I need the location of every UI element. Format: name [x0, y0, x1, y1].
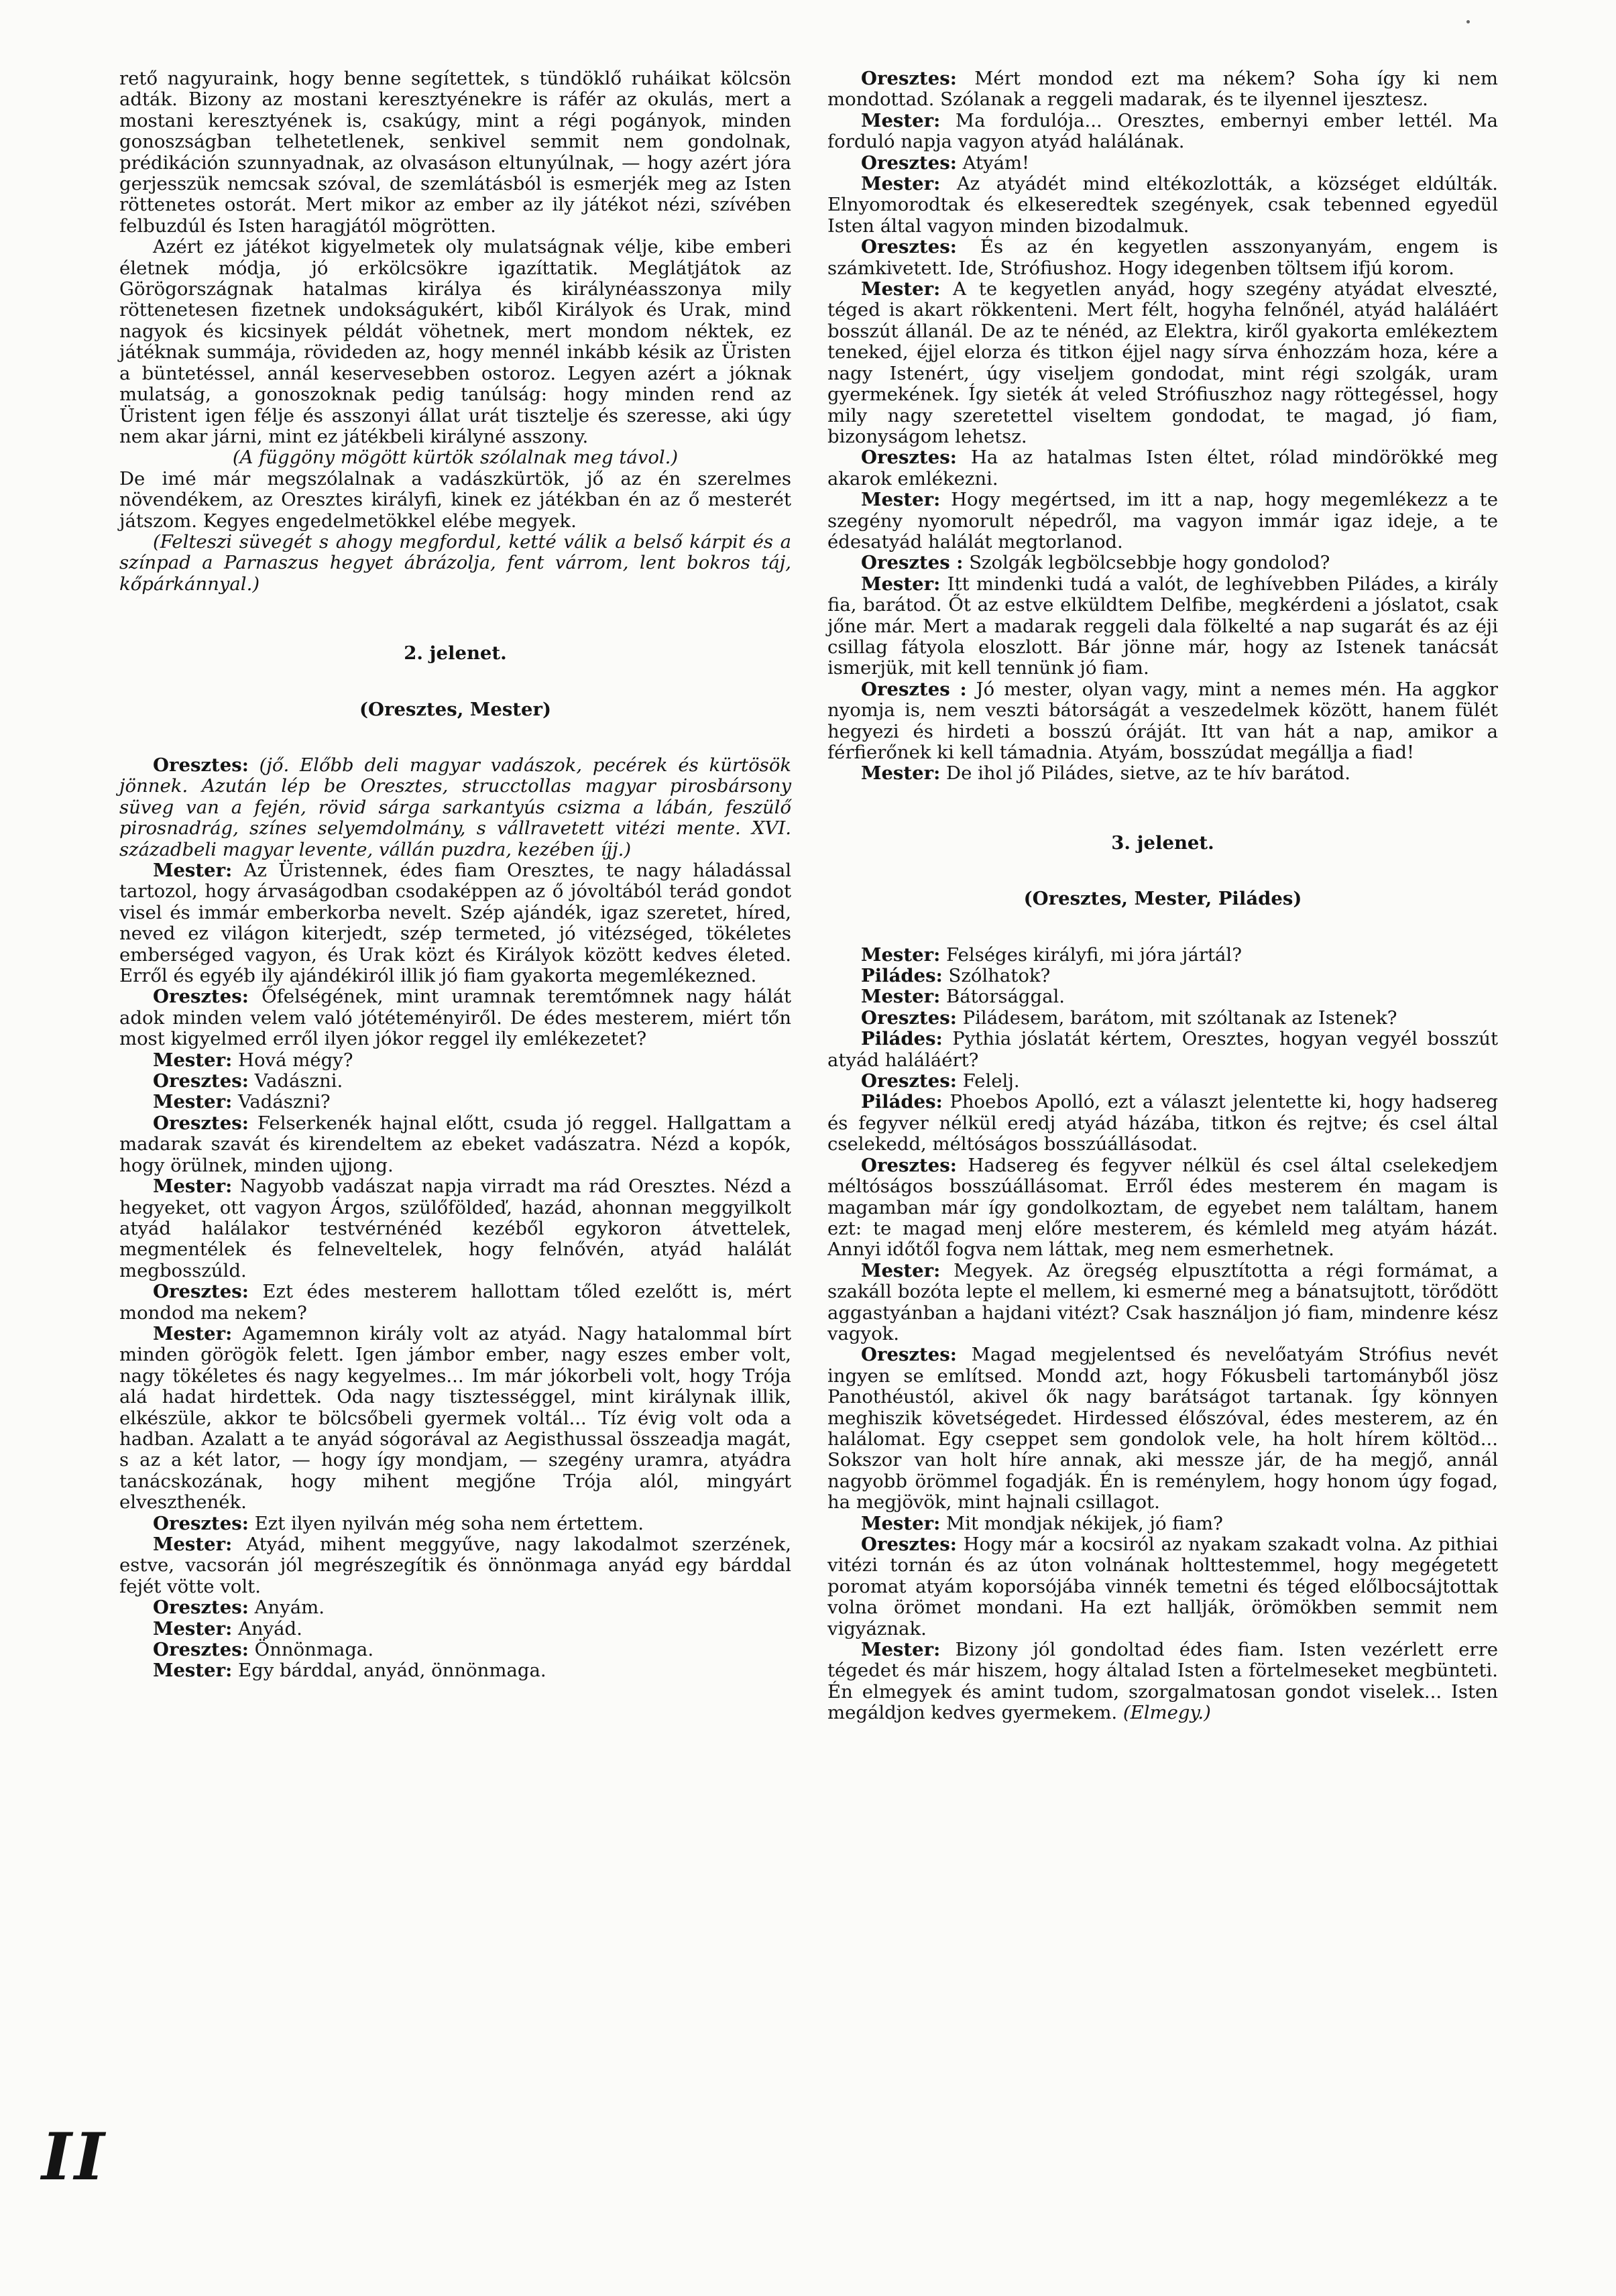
prose-paragraph: rető nagyuraink, hogy benne segítettek, s tündöklő ruháikat kölcsön adták. Bizony az mostani keresztyénekre is ráfér az okulás, mert a mostani keresztyének is, csakúgy, mint a régi pogányok, minden gonoszságban telhetetlenek, senkivel semmit nem gondolnak, prédikáción szunnyadnak, az olvasáson eltunyúlnak, — hogy azért jóra gerjesszük nemcsak szóval, de szemlátásból is esmerjék meg az Isten röttenetes ostorát. Mert mikor az ember az ily játékot nézi, szívében felbuzdúl és Isten haragjától mögrötten.: [119, 68, 791, 237]
speech-text: Vadászni.: [254, 1070, 343, 1092]
prose-paragraph: De imé már megszólalnak a vadászkürtök, jő az én szerelmes növendékem, az Oresztes királyfi, kinek ez játékban én az ő mesterét játszom. Kegyes engedelmetökkel elébe megyek.: [119, 467, 791, 532]
speaker-name: Oresztes:: [153, 1512, 249, 1534]
dialogue-line: [827, 1092, 1498, 1155]
speech-text: Az atyádét mind eltékozlották, a községet eldúlták. Elnyomorodtak és elkeseredtek szegények, csak tebenned egyedül Isten által vagyon minden bizodalmuk.: [827, 173, 1498, 237]
dialogue-line: [119, 1534, 791, 1597]
dialogue-line: [827, 68, 1498, 111]
speech-text: Nagyobb vadászat napja virradt ma rád Oresztes. Nézd a hegyeket, ott vagyon Árgos, szülőföldeď, hazád, ahonnan meggyilkolt atyád halálakor testvérnénéd kezéből egykoron átvettelek, megmentélek és felneveltelek, hogy felnővén, atyád halálát megbosszúld.: [119, 1175, 791, 1281]
prose-paragraph: Azért ez játékot kigyelmetek oly mulatságnak vélje, kibe emberi életnek módja, jó erkölcsökre igazíttatik. Meglátjátok az Görögországnak hatalmas királya és királynéasszonya mily röttenetesen fizetnek undokságukért, kiből Királyok és Urak, mind nagyok és kicsinyek példát vöhetnek, mert mondom néktek, ez játéknak summája, rövideden az, hogy mennél inkább késik az Üristen a büntetéssel, annál keservesebben ostoroz. Legyen azért a jóknak mulatság, a gonoszoknak pedig tanúlság: hogy minden rend az Üristent igen félje és asszonyi állat urát tisztelje és szeresse, aki úgy nem akar járni, mint ez játékbeli királyné asszony.: [119, 236, 791, 447]
speech-text: Önnönmaga.: [254, 1639, 374, 1661]
page-number: II: [42, 2119, 107, 2195]
speech-text: Felelj.: [962, 1070, 1020, 1092]
dialogue-line: [119, 1324, 791, 1513]
speech-text: Ha az hatalmas Isten éltet, rólad mindörökké meg akarok emlékezni.: [827, 447, 1498, 490]
speaker-name: Oresztes:: [153, 1112, 249, 1134]
dialogue-line: [119, 986, 791, 1049]
stage-direction: (Felteszi süvegét s ahogy megfordul, ketté válik a belső kárpit és a színpad a Parnaszus hegyet ábrázolja, fent várrom, lent bokros táj, kőpárkánnyal.): [119, 530, 791, 595]
speech-text: És az én kegyetlen asszonyanyám, engem is számkivetett. Ide, Strófiushoz. Hogy idegenben töltsem ifjú korom.: [827, 236, 1498, 279]
speech-text: Hogy megértsed, im itt a nap, hogy megemlékezz a te szegény nyomorult népedről, ma vagyon immár igaz ideje, a te édesatyád halálát megtorlanod.: [827, 489, 1499, 553]
speech-text: Magad megjelentsed és nevelőatyám Strófius nevét ingyen se említsed. Mondd azt, hogy Fókusbeli tartományből jösz Panothéustól, akivel ők nagy barátságot tartanak. Így könnyen meghiszik követségedet. Hirdessed élőszóval, édes mesterem, az én halálomat. Egy cseppet sem gondolok vele, ha holt hírem költöd... Sokszor van holt híre annak, aki messze jár, de ha megjő, annál nagyobb örömmel fogadják. Én is reménylem, hogy honom úgy fogad, ha megjövök, mint hajnali csillagot.: [827, 1344, 1498, 1513]
dialogue-line: [119, 1640, 791, 1660]
dialogue-line: [119, 1176, 791, 1281]
speaker-name: Oresztes:: [153, 1281, 249, 1303]
speech-text: De ihol jő Piládes, sietve, az te hív barátod.: [946, 762, 1350, 785]
dialogue-line: [827, 490, 1498, 553]
speech-text: Megyek. Az öregség elpusztította a régi formámat, a szakáll bozóta lepte el mellem, ki esmerné meg a bánatsujtott, törődött aggastyánban a hajdani vitézt? Csak használjon jó fiam, mindenre kész vagyok.: [827, 1259, 1498, 1344]
speech-text: Bizony jól gondoltad édes fiam. Isten vezérlett erre tégedet és már hiszem, hogy általad Isten a förtelmeseket megbünteti. Én elmegyek és amint tudom, szorgalmatosan gondot viselek... Isten megáldjon kedves gyermekem.: [827, 1639, 1498, 1724]
speech-text: Felserkenék hajnal előtt, csuda jó reggel. Hallgattam a madarak szavát és kirendeltem az ebeket vadászatra. Nézd a kopók, hogy örülnek, minden ujjong.: [119, 1112, 791, 1176]
speaker-name: Mester:: [153, 1322, 233, 1344]
speech-text: Hadsereg és fegyver nélkül és csel által cselekedjem méltóságos bosszúállásomat. Erről édes mesterem én magam is magamban már így gondolkoztam, de egyebet nem találtam, hanem ezt: te magad menj előre mesterem, és kémleld meg atyám házát. Annyi időtől fogva nem láttak, meg nem esmerhetnek.: [827, 1154, 1498, 1261]
speech-text: Szólhatok?: [948, 965, 1051, 987]
speaker-name: Oresztes:: [861, 1070, 957, 1092]
dialogue-line: [827, 1640, 1498, 1724]
scene-cast: (Oresztes, Mester, Piládes): [1023, 888, 1302, 910]
speaker-name: Oresztes:: [153, 986, 249, 1008]
speech-text: Mit mondjak nékijek, jó fiam?: [946, 1512, 1223, 1534]
speech-text: Felséges királyfi, mi jóra jártál?: [946, 943, 1242, 966]
speech-text: Az Üristennek, édes fiam Oresztes, te nagy háladással tartozol, hogy árvaságodban csodaképpen az ő jóvoltából terád gondot visel és immár emberkorba nevelt. Szép ajándék, igaz szeretet, híred, neved ez világon kiterjedt, szép termeted, jó vitézséged, tökéletes emberséged vagyon, és Urak közt és Királyok között kedves életed. Erről és egyéb ily ajándékiról illik jó fiam gyakorta megemlékezned.: [119, 860, 791, 987]
speaker-name: Oresztes:: [861, 68, 957, 89]
speaker-name: Oresztes:: [861, 1154, 957, 1176]
stage-direction: (A függöny mögött kürtök szólalnak meg távol.): [232, 447, 679, 469]
speaker-name: Piládes:: [861, 1028, 943, 1050]
speaker-name: Mester:: [861, 573, 941, 595]
speaker-name: Mester:: [861, 943, 941, 966]
speech-text: Ezt édes mesterem hallottam tőled ezelőtt is, mért mondod ma nekem?: [119, 1281, 791, 1324]
speaker-name: Piládes:: [861, 1091, 943, 1113]
dialogue-line: [119, 1513, 791, 1534]
speech-text: Mért mondod ezt ma nékem? Soha így ki nem mondottad. Szólanak a reggeli madarak, és te ilyennel ijesztesz.: [827, 68, 1498, 111]
speaker-name: Mester:: [861, 762, 941, 785]
scene-cast: (Oresztes, Mester): [359, 698, 551, 720]
speech-text: Pythia jóslatát kértem, Oresztes, hogyan vegyél bosszút atyád haláláért?: [827, 1028, 1498, 1071]
dialogue-line: [827, 447, 1498, 490]
speaker-name: Mester:: [861, 173, 941, 195]
speaker-name: Oresztes:: [861, 1007, 957, 1029]
speech-text: Ma fordulója... Oresztes, embernyi ember lettél. Ma forduló napja vagyon atyád halálának.: [827, 109, 1498, 153]
speech-text: Phoebos Apolló, ezt a választ jelentette ki, hogy hadsereg és fegyver nélkül eredj atyád házába, titkon és rejtve; és csel által cselekedd, méltóságos bosszúállásodat.: [827, 1091, 1498, 1155]
speaker-name: Mester:: [861, 1639, 941, 1661]
dialogue-line: [827, 1071, 1498, 1092]
dialogue-line: [119, 1281, 791, 1324]
dialogue-line: [827, 966, 1498, 986]
dialogue-line: [827, 1344, 1498, 1513]
dialogue-line: [827, 1534, 1498, 1640]
speaker-name: Oresztes :: [861, 678, 967, 700]
dialogue-line: [119, 1071, 791, 1092]
speaker-name: Mester:: [861, 1259, 941, 1281]
right-column: [827, 68, 1498, 1724]
speaker-name: Oresztes:: [861, 152, 957, 174]
speech-text: Hová mégy?: [238, 1049, 353, 1071]
speaker-name: Mester:: [861, 489, 941, 511]
speech-text: Vadászni?: [238, 1091, 331, 1113]
speaker-name: Mester:: [153, 1660, 233, 1682]
stage-direction: (Elmegy.): [1122, 1702, 1211, 1724]
speaker-name: Mester:: [153, 1049, 233, 1071]
ink-speck: [1466, 20, 1470, 23]
scene-heading: 3. jelenet.: [1111, 831, 1214, 854]
speaker-name: Oresztes:: [861, 1344, 957, 1366]
speech-text: Atyád, mihent meggyűve, nagy lakodalmot szerzének, estve, vacsorán jól megrészegítik és önnönmaga anyád egy bárddal fejét vötte volt.: [119, 1534, 792, 1597]
speech-text: Szolgák legbölcsebbje hogy gondolod?: [969, 552, 1330, 574]
speech-text: Jó mester, olyan vagy, mint a nemes mén. Ha aggkor nyomja is, nem veszti bátorságát a veszedelmek között, hanem fülét hegyezi és hirdeti a bosszú óráját. Itt van hát a nap, amikor a férfierőnek ki kell támadnia. Atyám, bosszúdat megállja a fiad!: [827, 678, 1498, 763]
speaker-name: Oresztes:: [861, 1534, 957, 1555]
speaker-name: Piládes:: [861, 965, 943, 987]
dialogue-line: [119, 1660, 791, 1681]
dialogue-line: [827, 679, 1498, 764]
speaker-name: Mester:: [861, 1512, 941, 1534]
left-column: [119, 68, 791, 1682]
speaker-name: Oresztes :: [861, 552, 964, 574]
speaker-name: Mester:: [153, 1617, 233, 1640]
dialogue-line: [827, 1008, 1498, 1029]
dialogue-line: [827, 945, 1498, 966]
dialogue-line: [827, 574, 1498, 679]
dialogue-line: [119, 1619, 791, 1640]
speech-text: Ezt ilyen nyilván még soha nem értettem.: [254, 1512, 644, 1534]
speaker-name: Mester:: [153, 860, 233, 881]
speech-text: Anyád.: [238, 1617, 302, 1640]
dialogue-line: [827, 237, 1498, 279]
dialogue-line: [119, 860, 791, 986]
dialogue-line: [827, 1029, 1498, 1071]
dialogue-line: [119, 755, 791, 860]
speaker-name: Oresztes:: [153, 1639, 249, 1661]
speech-text: Egy bárddal, anyád, önnönmaga.: [238, 1660, 546, 1682]
dialogue-line: [827, 1513, 1498, 1534]
speech-text: Bátorsággal.: [946, 986, 1065, 1008]
scene-heading: 2. jelenet.: [404, 642, 507, 665]
stage-direction: (jő. Előbb deli magyar vadászok, pecérek és kürtösök jönnek. Azután lép be Oresztes, strucctollas magyar pirosbársony süveg van a fején, rövid sárga sarkantyús csizma a lábán, feszülő pirosnadrág, színes selyemdolmány, s vállravetett vitézi mente. XVI. századbeli magyar levente, vállán puzdra, kezében íjj.): [119, 754, 791, 860]
speech-text: Piládesem, barátom, mit szóltanak az Istenek?: [962, 1007, 1397, 1029]
speaker-name: Mester:: [861, 278, 941, 300]
dialogue-line: [119, 1050, 791, 1071]
speaker-name: Mester:: [153, 1175, 233, 1198]
dialogue-line: [827, 174, 1498, 237]
dialogue-line: [827, 279, 1498, 447]
dialogue-line: [119, 1092, 791, 1112]
speaker-name: Oresztes:: [153, 754, 249, 776]
dialogue-line: [827, 986, 1498, 1007]
speech-text: Őfelségének, mint uramnak teremtőmnek nagy hálát adok minden velem való jótéteményiről. De édes mesterem, miért tőn most kigyelmed erről ilyen jókor reggel ily emlékezetet?: [119, 986, 791, 1050]
speech-text: Anyám.: [254, 1597, 325, 1619]
dialogue-line: [827, 553, 1498, 573]
speaker-name: Oresztes:: [153, 1597, 249, 1619]
speaker-name: Oresztes:: [861, 447, 957, 469]
speaker-name: Mester:: [153, 1534, 233, 1555]
speech-text: Itt mindenki tudá a valót, de leghívebben Piládes, a király fia, barátod. Őt az estve elküldtem Delfibe, megkérdeni a jóslatot, csak jőne már. Mert a madarak reggeli dala fölkelté a nap sugarát és az éji csillag fátyola eloszlott. Bár jönne már, hogy az Istenek tanácsát ismerjük, mit kell tennünk jó fiam.: [827, 573, 1498, 679]
dialogue-line: [827, 763, 1498, 784]
speaker-name: Mester:: [861, 986, 941, 1008]
speech-text: Hogy már a kocsiról az nyakam szakadt volna. Az pithiai vitézi tornán és az úton volnának holttestemmel, hogy megégetett poromat atyám koporsójába vinnék temetni és téged előlbocsájtottak volna örömet mondani. Ha ezt hallják, örömökben semmit nem vigyáznak.: [827, 1534, 1498, 1640]
dialogue-line: [827, 153, 1498, 174]
dialogue-line: [827, 111, 1498, 153]
dialogue-line: [827, 1155, 1498, 1261]
speaker-name: Oresztes:: [861, 236, 957, 258]
speech-text: A te kegyetlen anyád, hogy szegény atyádat elveszté, téged is akart rökkenteni. Mert félt, hogyha felnőnél, atyád haláláért bosszút állanál. De az te nénéd, az Elektra, kiről gyakorta emlékeztem teneked, éjjel elorza és titkon éjjel nagy sírva énhozzám hoza, kére a nagy Istenért, úgy viseljem gondodat, mint régi szolgák, uram gyermekének. Így sieték át veled Strófiuszhoz nagy röttegéssel, hogy mily nagy szeretettel viseltem gondodat, te magad, jó fiam, bizonyságom lehetsz.: [827, 278, 1498, 447]
dialogue-line: [119, 1597, 791, 1618]
speech-text: Agamemnon király volt az atyád. Nagy hatalommal bírt minden görögök felett. Igen jámbor ember, nagy eszes ember volt, nagy tökéletes és nagy kegyelmes... Im már jókorbeli volt, hogy Trója alá hadat hirdettek. Oda nagy tisztességgel, mint királynak illik, elkészüle, akkor te bölcsőbeli gyermek voltál... Tíz évig volt oda a hadban. Azalatt a te anyád sógorával az Aegisthussal összeadja magát, s az a két lator, — hogy így mondjam, — szegény uramra, atyádra tanácskozának, hogy mihent megjőne Trója alól, mingyárt elveszthenék.: [119, 1322, 791, 1513]
speaker-name: Oresztes:: [153, 1070, 249, 1092]
speech-text: Atyám!: [962, 152, 1030, 174]
dialogue-line: [119, 1113, 791, 1176]
speaker-name: Mester:: [861, 109, 941, 131]
dialogue-line: [827, 1261, 1498, 1345]
speaker-name: Mester:: [153, 1091, 233, 1113]
